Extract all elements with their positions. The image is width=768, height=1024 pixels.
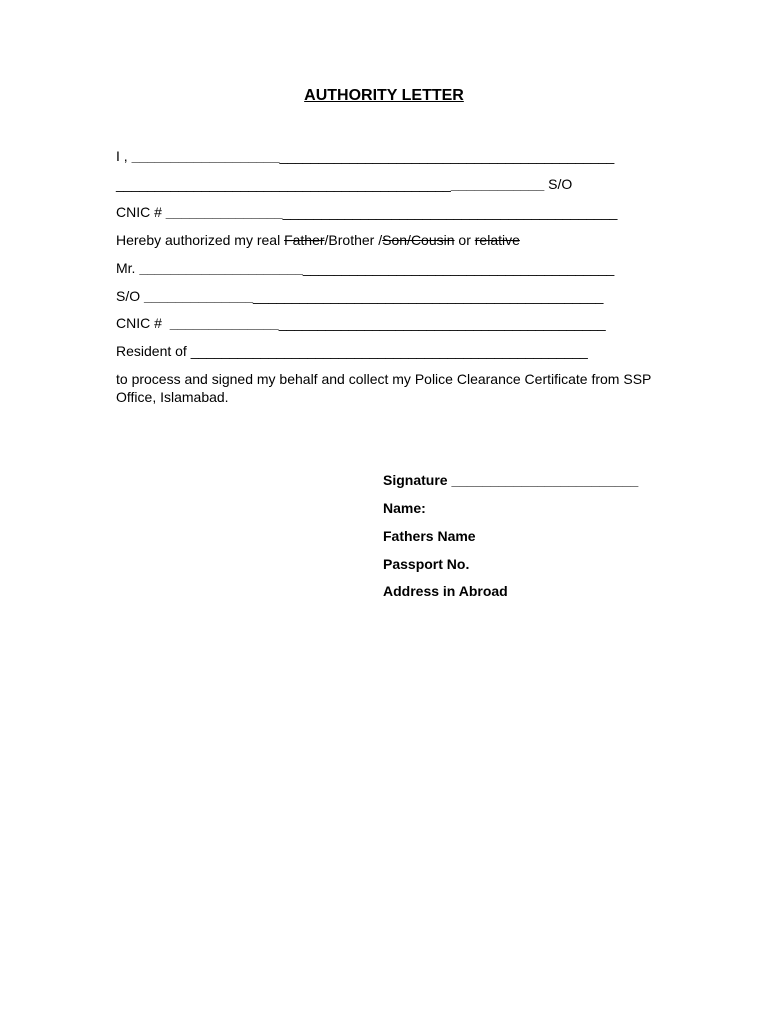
cnic-blank-bold[interactable]: _______________ bbox=[165, 204, 283, 220]
applicant-name-blank-bold[interactable]: ___________________ bbox=[131, 148, 280, 164]
signature-label: Signature bbox=[383, 472, 448, 488]
passport-label: Passport No. bbox=[383, 556, 470, 572]
applicant-name-blank[interactable]: ___________________________________________ bbox=[279, 148, 615, 164]
representative-name-blank[interactable]: ________________________________________ bbox=[302, 260, 615, 276]
mr-label: Mr. bbox=[116, 260, 136, 276]
line-applicant-name bbox=[116, 147, 676, 165]
rep-cnic-blank-bold[interactable]: ______________ bbox=[169, 315, 279, 331]
applicant-prefix: I , bbox=[116, 148, 128, 164]
document-title: AUTHORITY LETTER bbox=[304, 87, 464, 104]
line-representative-father bbox=[116, 287, 676, 305]
representative-name-blank-bold[interactable]: _____________________ bbox=[139, 260, 303, 276]
brother-option: /Brother / bbox=[324, 232, 383, 248]
signature-blank[interactable]: ________________________ bbox=[451, 472, 639, 488]
fathers-name-label: Fathers Name bbox=[383, 528, 476, 544]
signature-line bbox=[383, 471, 638, 489]
rep-so-label: S/O bbox=[116, 288, 141, 304]
relative-option-struck: relative bbox=[474, 232, 520, 248]
applicant-name-cont-blank[interactable]: ___________________________________________ bbox=[116, 176, 451, 192]
father-option-struck: Father bbox=[284, 232, 325, 248]
resident-blank[interactable]: ___________________________________________________ bbox=[190, 343, 588, 359]
line-applicant-name-cont bbox=[116, 175, 676, 193]
line-authorization bbox=[116, 231, 676, 249]
cnic-label: CNIC # bbox=[116, 204, 162, 220]
or-text: or bbox=[458, 232, 471, 248]
line-representative-cnic bbox=[116, 314, 676, 332]
cnic-blank[interactable]: ___________________________________________ bbox=[282, 204, 618, 220]
resident-label: Resident of bbox=[116, 343, 187, 359]
purpose-paragraph: to process and signed my behalf and collect my Police Clearance Certificate from SSP Office, Islamabad. bbox=[116, 371, 652, 405]
name-label: Name: bbox=[383, 500, 426, 516]
line-resident bbox=[116, 342, 676, 360]
applicant-father-blank-bold[interactable]: ____________ bbox=[450, 176, 545, 192]
rep-father-blank-bold[interactable]: ______________ bbox=[144, 288, 254, 304]
rep-cnic-blank[interactable]: __________________________________________ bbox=[278, 315, 606, 331]
address-abroad-label: Address in Abroad bbox=[383, 583, 508, 599]
rep-father-blank[interactable]: _____________________________________________ bbox=[253, 288, 604, 304]
rep-cnic-label: CNIC # bbox=[116, 315, 162, 331]
authorization-text: Hereby authorized my real bbox=[116, 232, 281, 248]
line-applicant-cnic bbox=[116, 203, 676, 221]
son-cousin-option-struck: Son/Cousin bbox=[382, 232, 455, 248]
so-label: S/O bbox=[548, 176, 573, 192]
line-representative-name bbox=[116, 259, 676, 277]
